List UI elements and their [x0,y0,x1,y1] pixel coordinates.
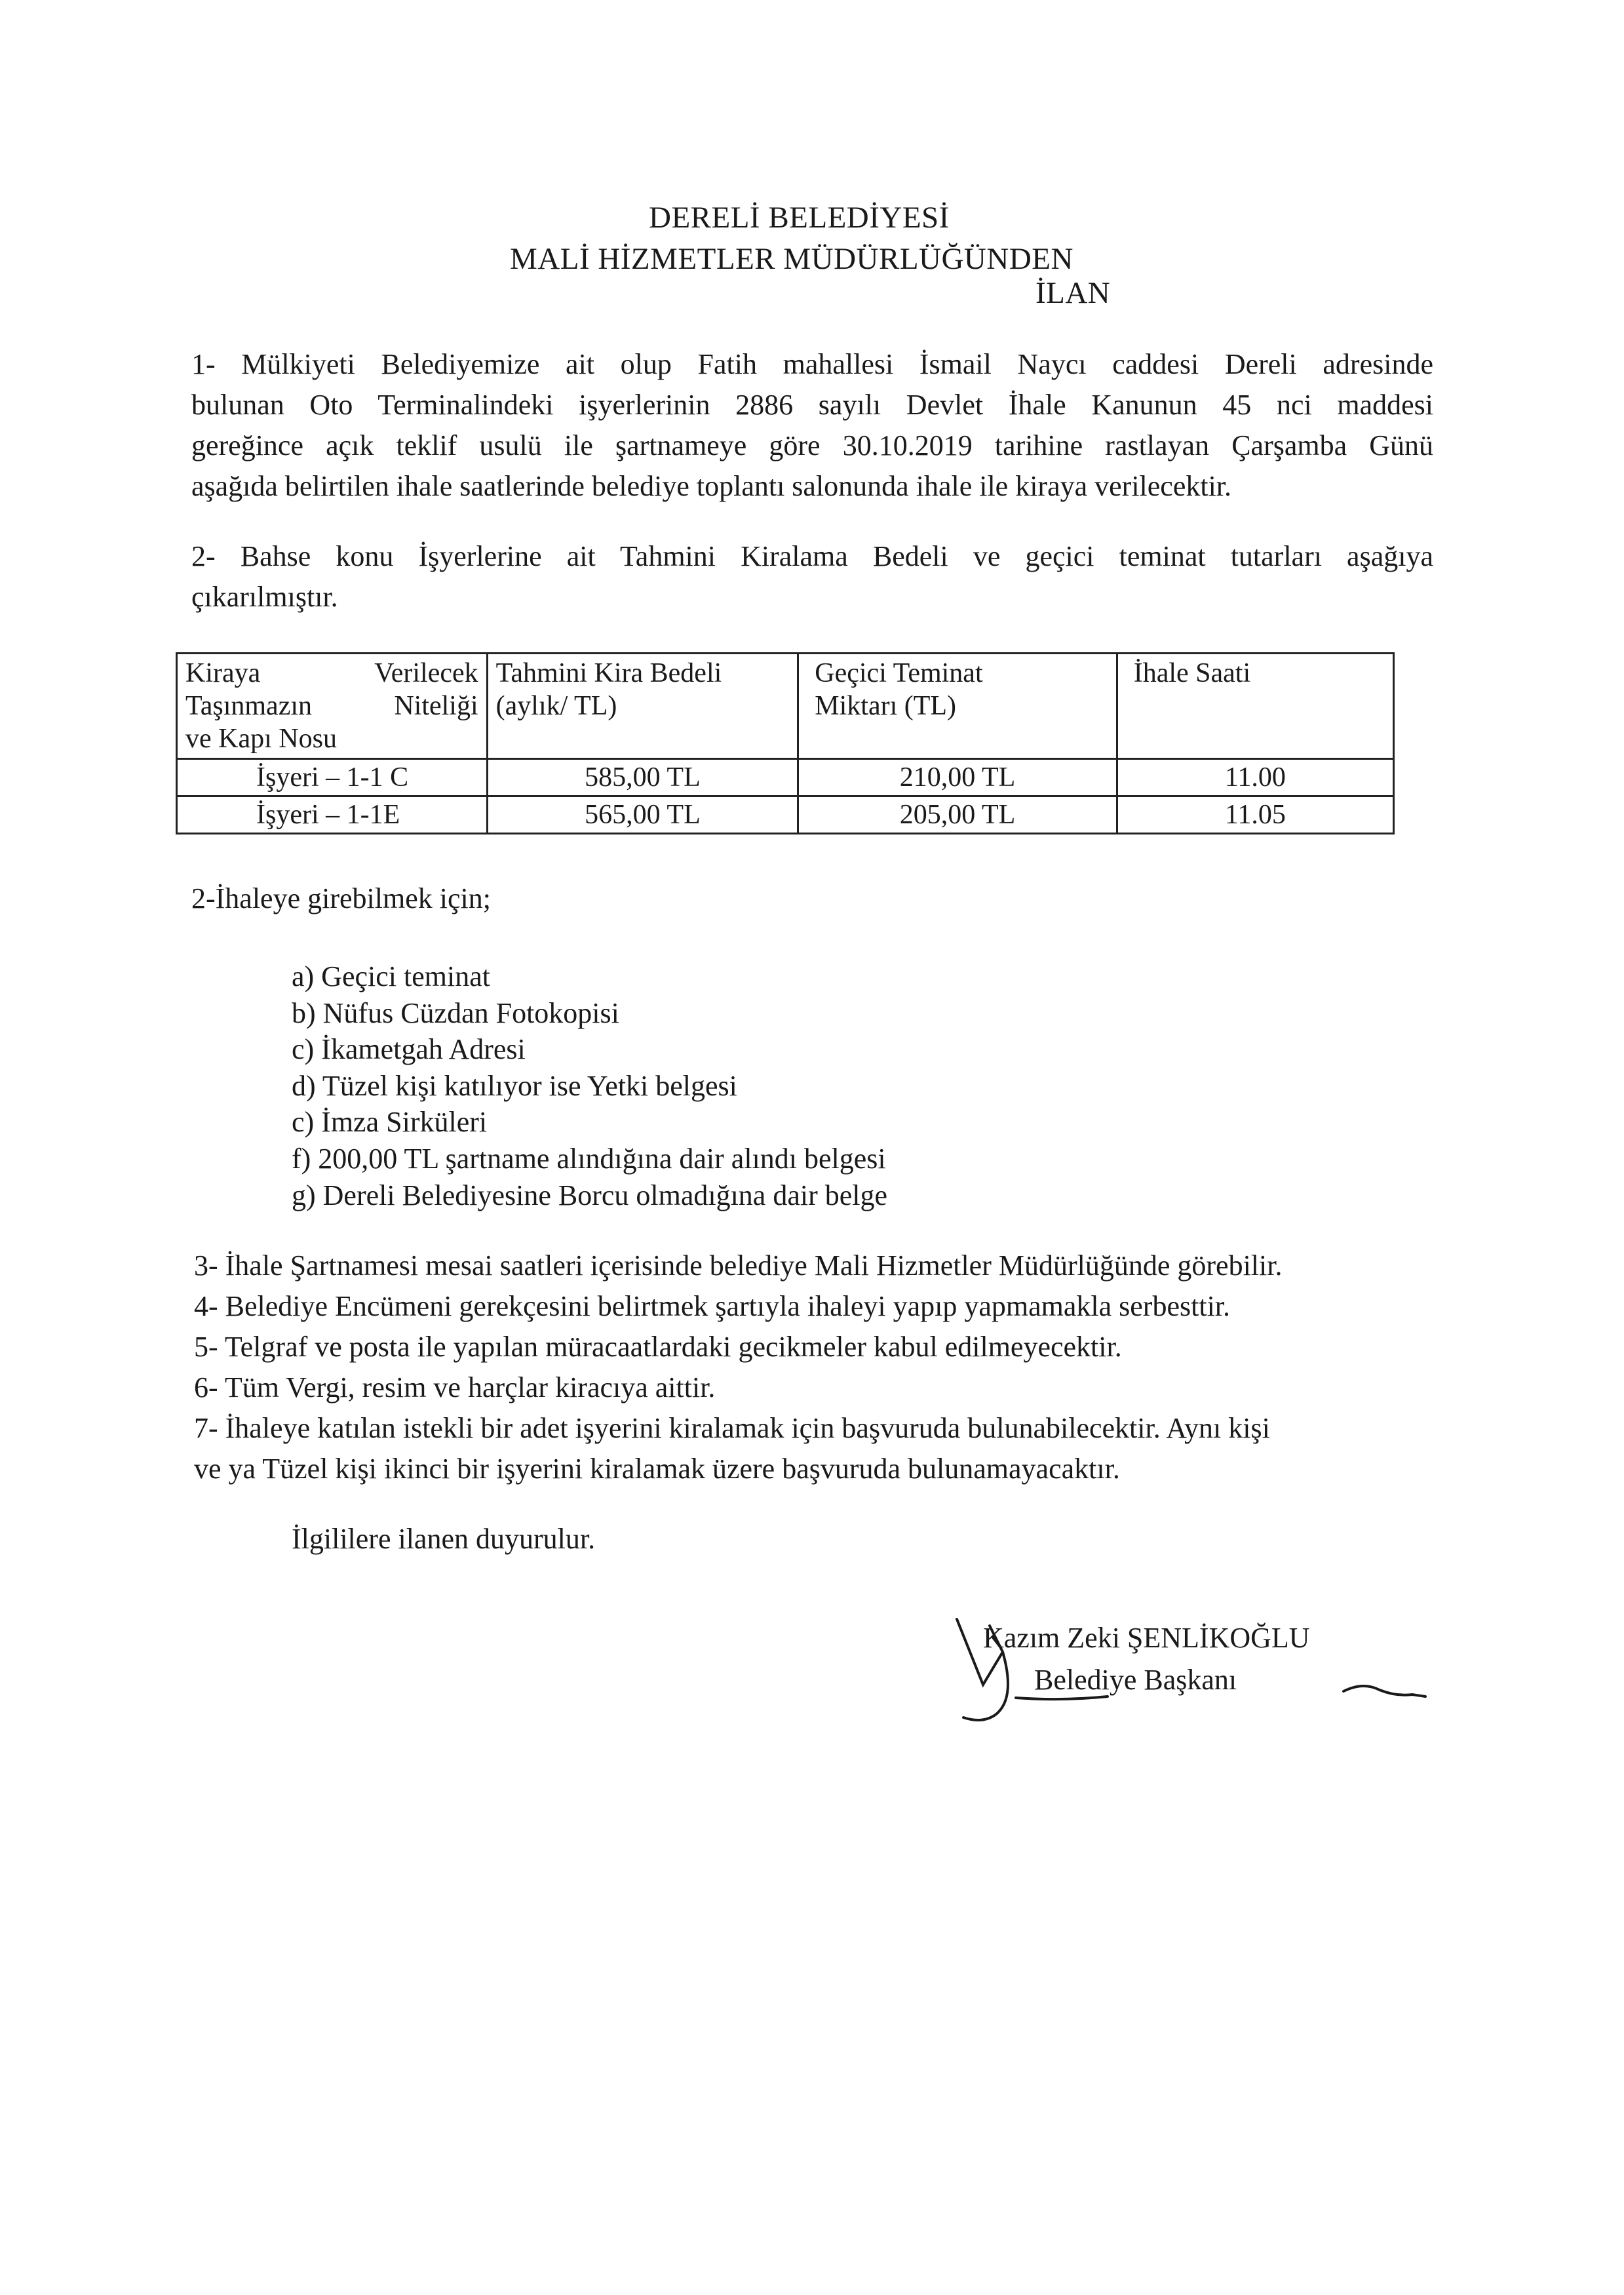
list-item: d) Tüzel kişi katılıyor ise Yetki belgesi [292,1069,737,1102]
header-property-line: Kiraya Verilecek [185,658,478,688]
paragraph-1-line: aşağıda belirtilen ihale saatlerinde belediye toplantı salonunda ihale ile kiraya verilecektir. [191,470,1232,502]
cell-deposit: 205,00 TL [798,796,1117,834]
clause-item: 7- İhaleye katılan istekli bir adet işyerini kiralamak için başvuruda bulunabilecektir. Aynı kişi [194,1412,1270,1444]
cell-time: 11.00 [1117,759,1393,796]
paragraph-1-line: gereğince açık teklif usulü ile şartnameye göre 30.10.2019 tarihine rastlayan Çarşamba Günü [191,429,1433,461]
header-property [177,654,488,759]
paragraph-2-line: 2- Bahse konu İşyerlerine ait Tahmini Kiralama Bedeli ve geçici teminat tutarları aşağıya [191,540,1433,572]
header-rent-line: (aylık/ TL) [495,691,617,721]
institution-name: DERELİ BELEDİYESİ [649,201,950,235]
header-deposit-line: Miktarı (TL) [815,691,957,721]
signatory-name: Kazım Zeki ŞENLİKOĞLU [983,1622,1310,1654]
clause-item: 5- Telgraf ve posta ile yapılan müracaatlardaki gecikmeler kabul edilmeyecektir. [194,1331,1122,1363]
header-property-line: ve Kapı Nosu [185,724,337,754]
cell-property: İşyeri – 1-1E [177,796,488,834]
announcement-title: İLAN [1035,276,1111,310]
cell-time: 11.05 [1117,796,1393,834]
list-item: a) Geçici teminat [292,960,490,992]
clause-item: 3- İhale Şartnamesi mesai saatleri içerisinde belediye Mali Hizmetler Müdürlüğünde görebilir. [194,1249,1283,1282]
table-row [177,759,1394,796]
closing-statement: İlgililere ilanen duyurulur. [292,1523,596,1555]
header-auction-time: İhale Saati [1117,654,1393,759]
table-header-row [177,654,1394,759]
header-deposit-line: Geçici Teminat [815,658,983,688]
requirements-list [292,958,887,1213]
paragraph-2-line: çıkarılmıştır. [191,581,338,613]
header-rent [487,654,798,759]
paragraph-1-line: bulunan Oto Terminalindeki işyerlerinin 2886 sayılı Devlet İhale Kanunun 45 nci maddesi [191,389,1433,421]
table-row [177,796,1394,834]
clause-item: 6- Tüm Vergi, resim ve harçlar kiracıya aittir. [194,1371,716,1403]
clause-item: ve ya Tüzel kişi ikinci bir işyerini kiralamak üzere başvuruda bulunamayacaktır. [194,1453,1120,1485]
clause-item: 4- Belediye Encümeni gerekçesini belirtmek şartıyla ihaleyi yapıp yapmamakla serbesttir. [194,1290,1231,1322]
paragraph-2 [191,536,1433,618]
header-property-line: Taşınmazın Niteliği [185,691,478,721]
cell-rent: 585,00 TL [487,759,798,796]
paragraph-1 [191,344,1433,507]
list-item: f) 200,00 TL şartname alındığına dair alındı belgesi [292,1142,886,1175]
paragraph-1-line: 1- Mülkiyeti Belediyemize ait olup Fatih mahallesi İsmail Naycı caddesi Dereli adresinde [191,348,1433,380]
list-item: c) İmza Sirküleri [292,1106,488,1139]
rental-table [176,652,1395,834]
department-name: MALİ HİZMETLER MÜDÜRLÜĞÜNDEN [510,242,1073,276]
list-item: c) İkametgah Adresi [292,1033,526,1066]
header-rent-line: Tahmini Kira Bedeli [495,658,722,688]
list-item: b) Nüfus Cüzdan Fotokopisi [292,996,619,1029]
header-deposit [798,654,1117,759]
cell-property: İşyeri – 1-1 C [177,759,488,796]
signatory-title: Belediye Başkanı [1034,1664,1237,1696]
cell-deposit: 210,00 TL [798,759,1117,796]
list-item: g) Dereli Belediyesine Borcu olmadığına dair belge [292,1179,888,1211]
clauses [194,1246,1439,1489]
requirements-intro: 2-İhaleye girebilmek için; [191,882,491,914]
cell-rent: 565,00 TL [487,796,798,834]
